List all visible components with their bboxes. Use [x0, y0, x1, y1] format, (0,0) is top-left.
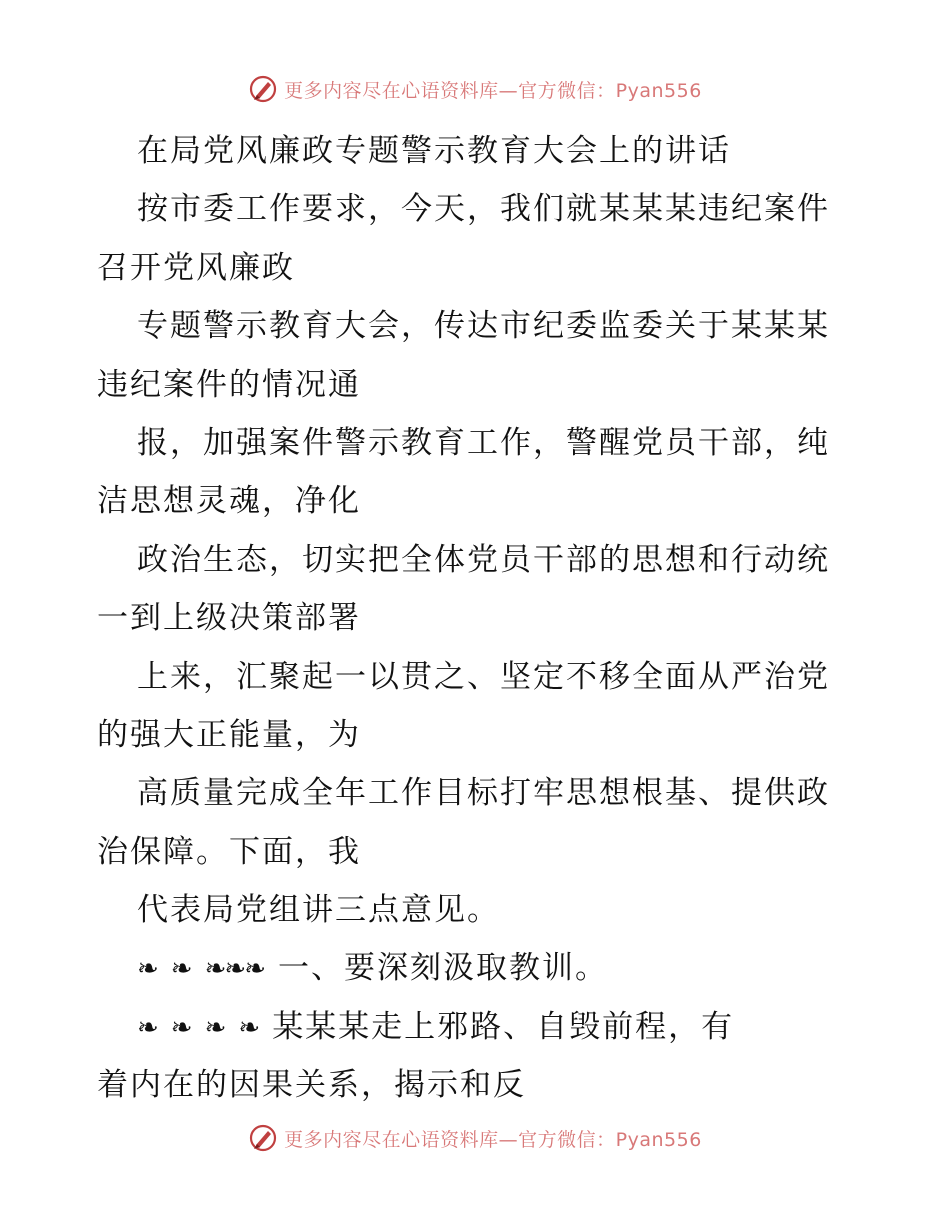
swirl-ornament-icon: ❧: [244, 954, 266, 985]
section-heading-row: [97, 939, 857, 997]
swirl-ornament-icon: ❧: [170, 954, 193, 985]
document-body: [97, 122, 857, 1115]
section-line-row: [97, 998, 857, 1056]
paragraph-line: 的强大正能量，为: [97, 716, 361, 753]
section-line: 着内在的因果关系，揭示和反: [97, 1067, 526, 1104]
swirl-ornament-icon: ❧: [137, 1012, 159, 1043]
footer-banner-text: 更多内容尽在心语资料库—官方微信：Pyan556: [284, 1128, 702, 1151]
paragraph-line: 上来，汇聚起一以贯之、坚定不移全面从严治党: [137, 658, 830, 695]
paragraph-line: 代表局党组讲三点意见。: [137, 892, 500, 929]
paragraph-line: 洁思想灵魂，净化: [97, 483, 361, 520]
section-heading: 一、要深刻汲取教训。: [277, 950, 608, 987]
paragraph-line: 治保障。下面，我: [97, 833, 361, 870]
pen-circle-logo-icon: [248, 74, 278, 104]
document-title: 在局党风廉政专题警示教育大会上的讲话: [137, 133, 731, 169]
pen-circle-logo-icon: [248, 1123, 278, 1153]
paragraph-line: 报，加强案件警示教育工作，警醒党员干部，纯: [137, 424, 830, 461]
header-banner: [0, 71, 950, 107]
swirl-ornament-icon: ❧: [137, 954, 159, 985]
header-banner-text: 更多内容尽在心语资料库—官方微信：Pyan556: [284, 79, 702, 102]
paragraph-line: 召开党风廉政: [97, 249, 295, 286]
section-line: 某某某走上邪路、自毁前程，有: [272, 1008, 735, 1045]
swirl-ornament-icon: ❧: [224, 954, 247, 985]
swirl-ornament-icon: ❧: [204, 1012, 227, 1043]
paragraph-line: 违纪案件的情况通: [97, 366, 361, 403]
swirl-ornament-icon: ❧: [238, 1012, 261, 1043]
paragraph-line: 政治生态，切实把全体党员干部的思想和行动统: [137, 541, 830, 578]
paragraph-line: 高质量完成全年工作目标打牢思想根基、提供政: [137, 775, 830, 812]
paragraph-line: 按市委工作要求，今天，我们就某某某违纪案件: [137, 191, 830, 228]
footer-banner: [0, 1120, 950, 1156]
paragraph-line: 专题警示教育大会，传达市纪委监委关于某某某: [137, 308, 830, 345]
swirl-ornament-icon: ❧: [170, 1012, 193, 1043]
paragraph-line: 一到上级决策部署: [97, 600, 361, 637]
swirl-ornament-icon: ❧: [204, 954, 227, 985]
